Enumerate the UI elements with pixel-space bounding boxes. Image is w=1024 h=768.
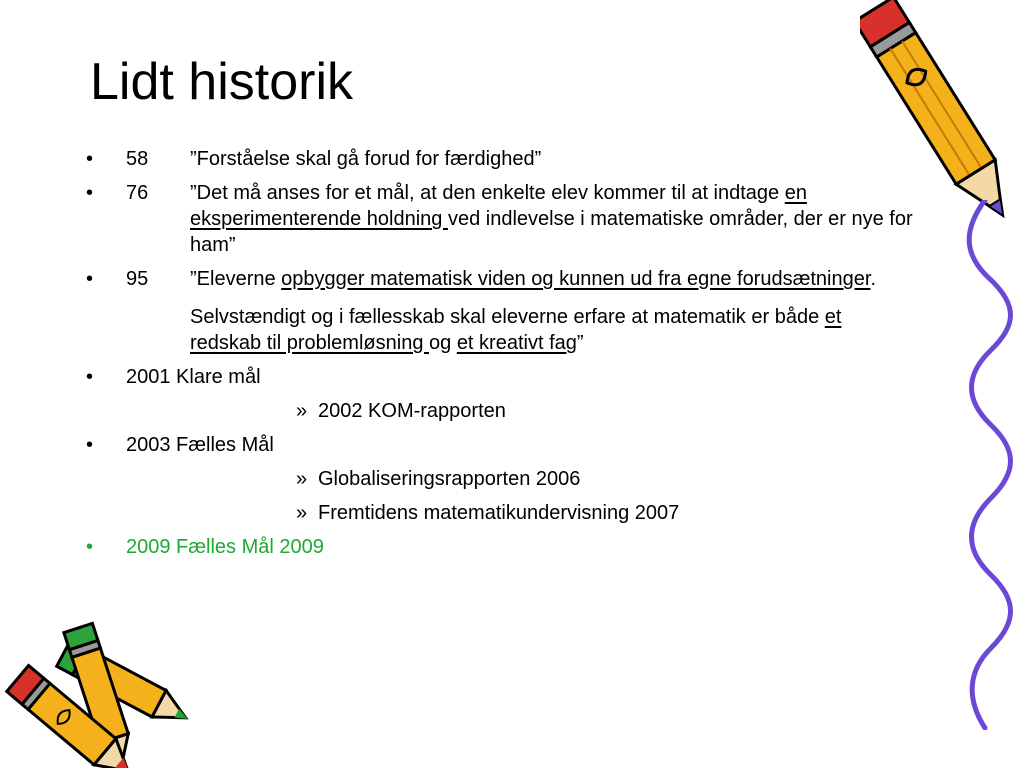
underlined-phrase: opbygger matematisk viden og kunnen ud fra egne forudsætninger	[281, 268, 871, 290]
bullet: •	[86, 366, 94, 388]
text-part: Selvstændigt og i fællesskab skal eleverne erfare at matematik er både	[190, 306, 825, 328]
underlined-phrase: et kreativt fag	[456, 332, 577, 354]
sub-item-text: Fremtidens matematikundervisning 2007	[318, 502, 680, 524]
list-item-2003	[86, 432, 916, 458]
item-text: 2001 Klare mål	[126, 366, 261, 388]
slide-content	[86, 146, 916, 560]
bullet: •	[86, 182, 94, 204]
item-text	[190, 266, 916, 292]
item-text	[190, 180, 916, 258]
list-item-2009	[86, 534, 916, 560]
pencils-icon	[0, 615, 210, 768]
sub-item	[296, 500, 916, 526]
underlined-phrase: en eksperimenterende holdning	[190, 182, 807, 230]
slide-title: Lidt historik	[90, 53, 353, 111]
list-item-2001	[86, 364, 916, 390]
list-item-95	[86, 266, 916, 356]
list-item-76	[86, 180, 916, 258]
sub-item-text: Globaliseringsrapporten 2006	[318, 468, 581, 490]
underlined-phrase: et redskab til problemløsning	[190, 306, 842, 354]
text-part: ”	[576, 332, 584, 354]
text-part: ”Det må anses for et mål, at den enkelte elev kommer til at indtage	[190, 182, 785, 204]
bullet: •	[86, 268, 94, 290]
sub-item	[296, 466, 916, 492]
text-part: ”Eleverne	[190, 268, 282, 290]
text-part: .	[870, 268, 876, 290]
bullet: •	[86, 148, 94, 170]
bullet: •	[86, 434, 94, 456]
squiggle-line	[955, 200, 1024, 730]
sub-bullet: »	[296, 468, 308, 490]
bullet: •	[86, 536, 94, 558]
sub-bullet: »	[296, 502, 308, 524]
item-text: ”Forståelse skal gå forud for færdighed”	[190, 148, 542, 170]
year-label: 76	[126, 182, 149, 204]
text-part: og	[429, 332, 457, 354]
item-text: 2009 Fælles Mål 2009	[126, 536, 324, 558]
text-part: ved indlevelse i matematiske områder, der er nye for ham”	[190, 208, 913, 256]
item-text: 2003 Fælles Mål	[126, 434, 274, 456]
item-paragraph-2	[190, 304, 916, 356]
year-label: 58	[126, 148, 149, 170]
list-item-58	[86, 146, 916, 172]
sub-item	[296, 398, 916, 424]
sub-item-text: 2002 KOM-rapporten	[318, 400, 506, 422]
sub-bullet: »	[296, 400, 308, 422]
year-label: 95	[126, 268, 149, 290]
